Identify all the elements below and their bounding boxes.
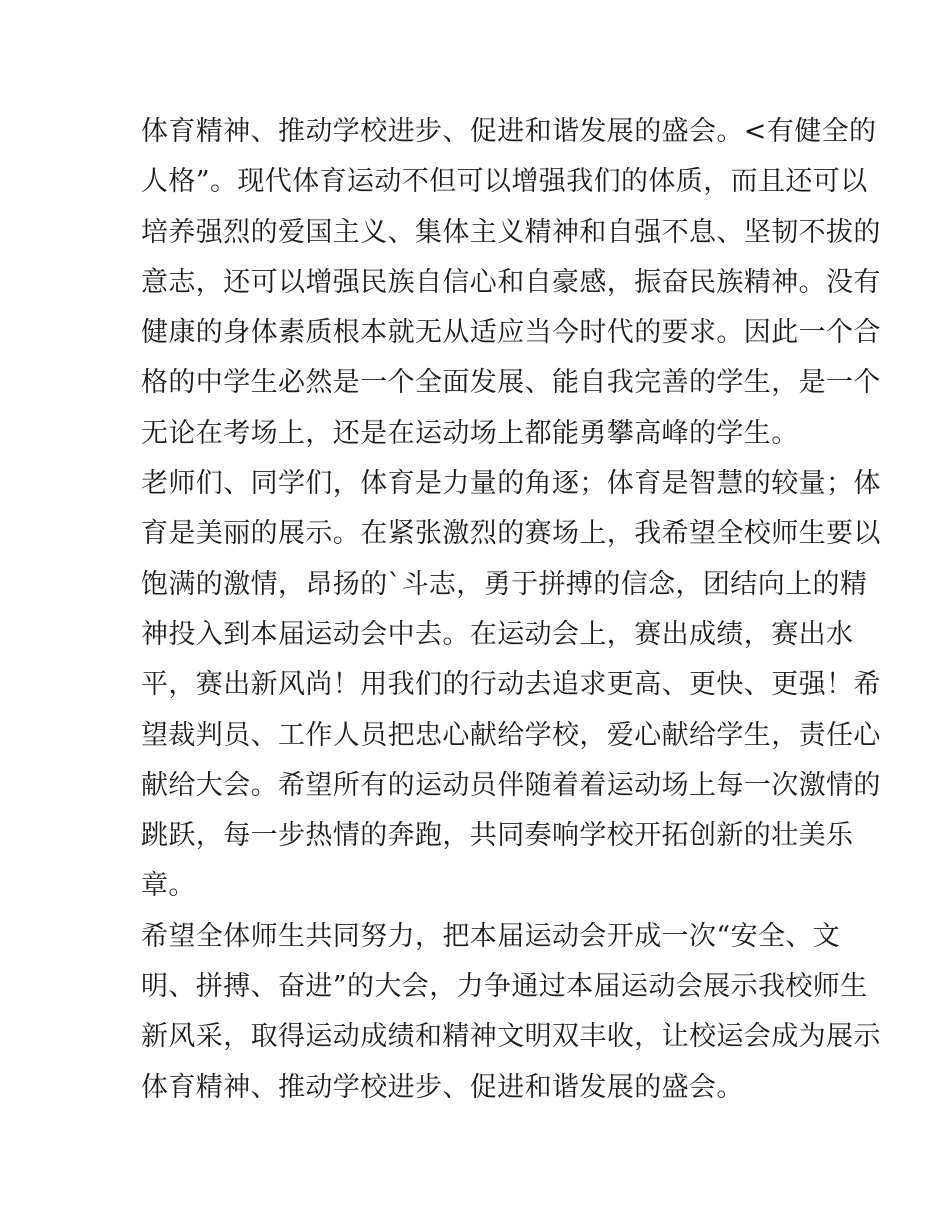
text-line: 育是美丽的展示。在紧张激烈的赛场上，我希望全校师生要以 — [141, 518, 881, 550]
text-line: 望裁判员、工作人员把忠心献给学校，爱心献给学生，责任心 — [141, 719, 881, 751]
text-line: 饱满的激情，昂扬的`斗志，勇于拼搏的信念，团结向上的精 — [141, 568, 868, 600]
text-line: 老师们、同学们，体育是力量的角逐；体育是智慧的较量；体 — [141, 468, 881, 500]
text-line: 献给大会。希望所有的运动员伴随着着运动场上每一次激情的 — [141, 769, 881, 801]
text-line: 章。 — [141, 870, 196, 902]
text-line: 意志，还可以增强民族自信心和自豪感，振奋民族精神。没有 — [141, 266, 881, 298]
text-line: 新风采，取得运动成绩和精神文明双丰收，让校运会成为展示 — [141, 1021, 881, 1053]
text-line: 平，赛出新风尚！用我们的行动去追求更高、更快、更强！希 — [141, 669, 881, 701]
text-line: 希望全体师生共同努力，把本届运动会开成一次“安全、文 — [141, 920, 841, 952]
text-line: 体育精神、推动学校进步、促进和谐发展的盛会。<有健全的 — [141, 116, 877, 147]
text-line: 健康的身体素质根本就无从适应当今时代的要求。因此一个合 — [141, 317, 881, 349]
text-line: 人格”。现代体育运动不但可以增强我们的体质，而且还可以 — [141, 166, 868, 198]
text-line: 无论在考场上，还是在运动场上都能勇攀高峰的学生。 — [141, 417, 799, 449]
body-text — [141, 107, 881, 1113]
text-line: 神投入到本届运动会中去。在运动会上，赛出成绩，赛出水 — [141, 618, 854, 650]
text-line: 格的中学生必然是一个全面发展、能自我完善的学生，是一个 — [141, 367, 881, 399]
text-line: 明、拼搏、奋进”的大会，力争通过本届运动会展示我校师生 — [141, 971, 868, 1003]
text-line: 体育精神、推动学校进步、促进和谐发展的盛会。 — [141, 1071, 744, 1103]
text-line: 培养强烈的爱国主义、集体主义精神和自强不息、坚韧不拔的 — [141, 216, 881, 248]
text-line: 跳跃，每一步热情的奔跑，共同奏响学校开拓创新的壮美乐 — [141, 820, 854, 852]
